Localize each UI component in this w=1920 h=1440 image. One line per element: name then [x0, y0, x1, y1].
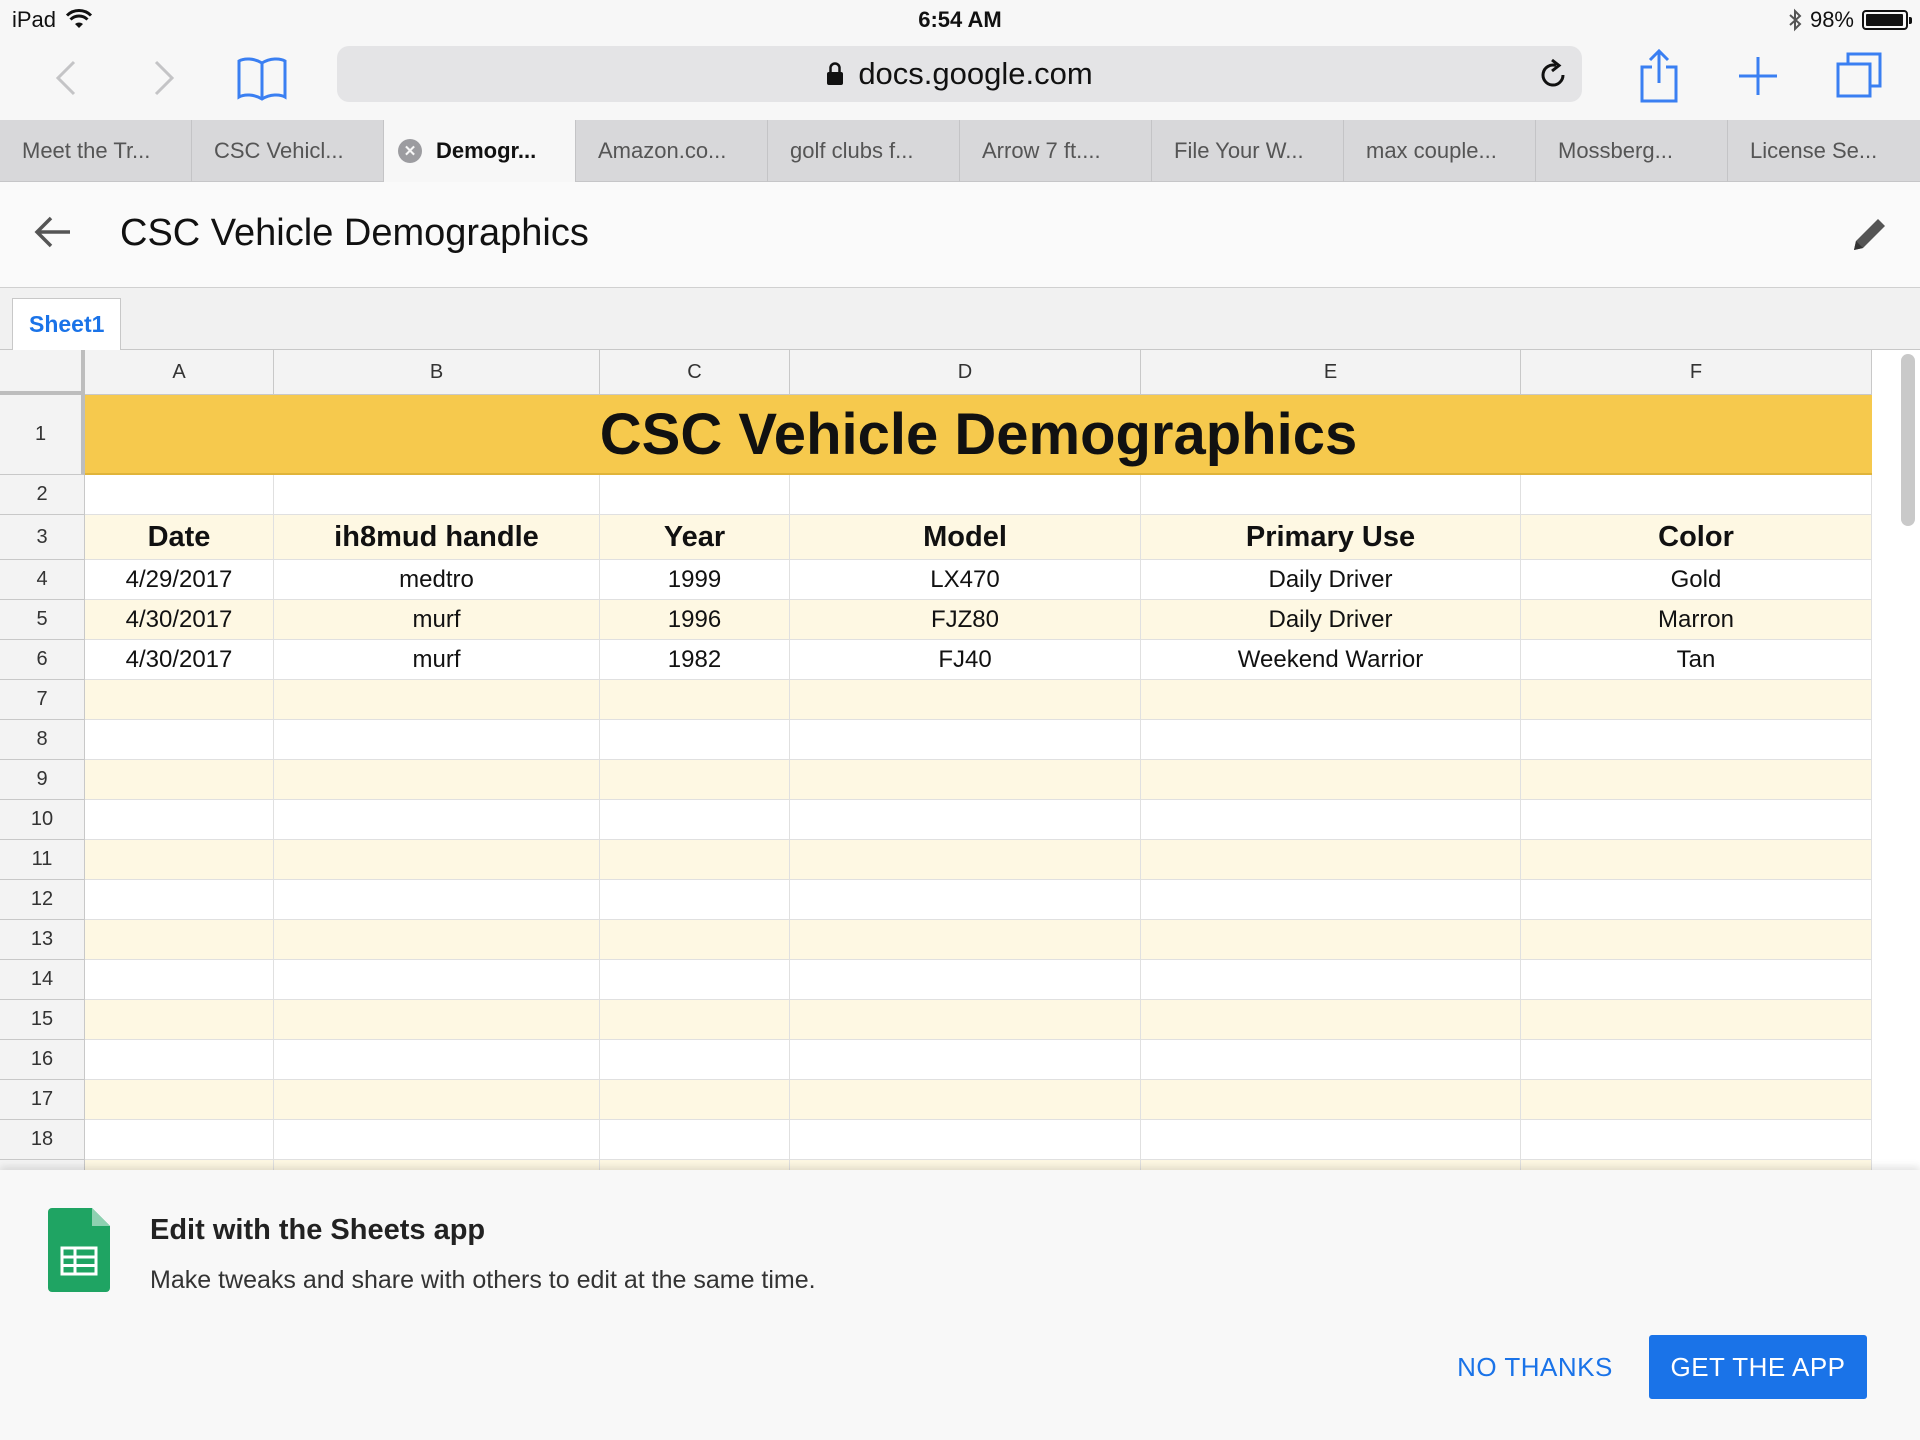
empty-cell[interactable] [1141, 840, 1521, 880]
empty-cell[interactable] [600, 1040, 790, 1080]
browser-tab[interactable] [0, 120, 192, 182]
battery-percent: 98% [1809, 7, 1854, 32]
data-cell[interactable]: FJ40 [790, 640, 1141, 680]
back-arrow-icon[interactable] [48, 54, 84, 102]
empty-cell[interactable] [1141, 1000, 1521, 1040]
browser-tab-active[interactable] [384, 120, 576, 182]
banner-text: Make tweaks and share with others to edit at the same time. [150, 1266, 816, 1294]
data-cell[interactable]: 4/29/2017 [85, 560, 274, 600]
select-all-corner[interactable] [0, 350, 85, 395]
empty-cell[interactable] [1141, 800, 1521, 840]
tab-label: License Se... [1750, 138, 1878, 163]
back-arrow-icon[interactable] [34, 214, 72, 255]
empty-cell[interactable] [790, 840, 1141, 880]
header-cell[interactable]: Date [85, 515, 274, 560]
empty-cell[interactable] [85, 840, 274, 880]
device-label: iPad [12, 7, 57, 32]
browser-tab[interactable] [576, 120, 768, 182]
empty-cell[interactable] [274, 840, 600, 880]
empty-cell[interactable] [85, 920, 274, 960]
row-header[interactable]: 11 [0, 840, 85, 880]
empty-cell[interactable] [1521, 1040, 1872, 1080]
share-icon[interactable] [1634, 46, 1684, 106]
empty-cell[interactable] [790, 880, 1141, 920]
url-text: docs.google.com [858, 56, 1093, 91]
empty-cell[interactable] [274, 760, 600, 800]
doc-title: CSC Vehicle Demographics [120, 212, 589, 254]
empty-cell[interactable] [1141, 680, 1521, 720]
empty-cell[interactable] [790, 475, 1141, 515]
empty-cell[interactable] [600, 475, 790, 515]
row-header[interactable]: 2 [0, 475, 85, 515]
empty-cell[interactable] [790, 800, 1141, 840]
empty-cell[interactable] [1521, 1120, 1872, 1160]
app-promo-banner [0, 1170, 1920, 1440]
row-header[interactable]: 4 [0, 560, 85, 600]
browser-tabs [0, 120, 1920, 182]
empty-cell[interactable] [790, 720, 1141, 760]
empty-cell[interactable] [1141, 475, 1521, 515]
empty-cell[interactable] [600, 920, 790, 960]
empty-cell[interactable] [85, 880, 274, 920]
bluetooth-icon [1788, 9, 1802, 31]
empty-cell[interactable] [85, 1080, 274, 1120]
empty-cell[interactable] [274, 1000, 600, 1040]
data-cell[interactable]: Tan [1521, 640, 1872, 680]
row-header[interactable]: 8 [0, 720, 85, 760]
empty-cell[interactable] [1521, 720, 1872, 760]
reload-icon[interactable] [1538, 58, 1568, 98]
empty-cell[interactable] [85, 475, 274, 515]
empty-cell[interactable] [85, 1040, 274, 1080]
data-cell[interactable]: murf [274, 600, 600, 640]
empty-cell[interactable] [600, 1000, 790, 1040]
data-cell[interactable]: Weekend Warrior [1141, 640, 1521, 680]
data-cell[interactable]: 4/30/2017 [85, 640, 274, 680]
sheet-tab[interactable]: Sheet1 [12, 298, 121, 350]
data-cell[interactable]: FJZ80 [790, 600, 1141, 640]
tab-label: CSC Vehicl... [214, 138, 344, 163]
empty-cell[interactable] [790, 1000, 1141, 1040]
bookmarks-icon[interactable] [234, 50, 290, 106]
empty-cell[interactable] [1141, 920, 1521, 960]
empty-cell[interactable] [1521, 840, 1872, 880]
tab-label: Amazon.co... [598, 138, 727, 163]
sheet-tab-strip [0, 288, 1920, 350]
empty-cell[interactable] [274, 800, 600, 840]
row-header[interactable]: 13 [0, 920, 85, 960]
column-header[interactable]: E [1141, 350, 1521, 395]
empty-cell[interactable] [85, 720, 274, 760]
empty-cell[interactable] [1521, 800, 1872, 840]
empty-cell[interactable] [274, 1080, 600, 1120]
empty-cell[interactable] [1521, 1080, 1872, 1120]
empty-cell[interactable] [1141, 1120, 1521, 1160]
browser-tab[interactable] [1536, 120, 1728, 182]
empty-cell[interactable] [274, 680, 600, 720]
empty-cell[interactable] [600, 1120, 790, 1160]
tabs-icon[interactable] [1832, 48, 1886, 102]
empty-cell[interactable] [1141, 760, 1521, 800]
row-header[interactable]: 7 [0, 680, 85, 720]
empty-cell[interactable] [274, 920, 600, 960]
empty-cell[interactable] [85, 960, 274, 1000]
header-cell[interactable]: Year [600, 515, 790, 560]
banner-title: Edit with the Sheets app [150, 1214, 486, 1246]
forward-arrow-icon[interactable] [146, 54, 182, 102]
vertical-scrollbar[interactable] [1901, 354, 1915, 526]
empty-cell[interactable] [1521, 880, 1872, 920]
empty-cell[interactable] [600, 680, 790, 720]
get-the-app-button[interactable]: GET THE APP [1649, 1335, 1867, 1399]
status-time: 6:54 AM [918, 7, 1002, 32]
row-header[interactable]: 6 [0, 640, 85, 680]
tab-label: golf clubs f... [790, 138, 914, 163]
browser-tab[interactable] [192, 120, 384, 182]
data-cell[interactable]: Daily Driver [1141, 560, 1521, 600]
lock-icon [826, 62, 844, 86]
browser-tab[interactable] [1728, 120, 1920, 182]
empty-cell[interactable] [1521, 475, 1872, 515]
sheet-title-cell[interactable]: CSC Vehicle Demographics [85, 395, 1872, 475]
empty-cell[interactable] [274, 475, 600, 515]
empty-cell[interactable] [274, 880, 600, 920]
column-header[interactable]: A [85, 350, 274, 395]
empty-cell[interactable] [1141, 880, 1521, 920]
empty-cell[interactable] [274, 1120, 600, 1160]
empty-cell[interactable] [600, 880, 790, 920]
tab-label: Mossberg... [1558, 138, 1673, 163]
empty-cell[interactable] [600, 840, 790, 880]
empty-cell[interactable] [790, 760, 1141, 800]
tab-label: max couple... [1366, 138, 1497, 163]
browser-tab[interactable] [1152, 120, 1344, 182]
empty-cell[interactable] [600, 760, 790, 800]
tab-label: File Your W... [1174, 138, 1304, 163]
empty-cell[interactable] [85, 760, 274, 800]
empty-cell[interactable] [600, 800, 790, 840]
sheets-app-icon [48, 1208, 110, 1297]
empty-cell[interactable] [85, 680, 274, 720]
data-cell[interactable]: Gold [1521, 560, 1872, 600]
browser-tab[interactable] [960, 120, 1152, 182]
column-header[interactable]: F [1521, 350, 1872, 395]
data-cell[interactable]: Daily Driver [1141, 600, 1521, 640]
empty-cell[interactable] [790, 680, 1141, 720]
row-header[interactable]: 15 [0, 1000, 85, 1040]
empty-cell[interactable] [1141, 720, 1521, 760]
doc-header [0, 182, 1920, 288]
row-header[interactable]: 5 [0, 600, 85, 640]
empty-cell[interactable] [274, 1040, 600, 1080]
close-tab-icon[interactable]: ✕ [398, 139, 422, 163]
empty-cell[interactable] [274, 960, 600, 1000]
row-header[interactable]: 9 [0, 760, 85, 800]
empty-cell[interactable] [1141, 1040, 1521, 1080]
empty-cell[interactable] [1521, 1000, 1872, 1040]
empty-cell[interactable] [600, 720, 790, 760]
row-header[interactable]: 12 [0, 880, 85, 920]
row-header[interactable]: 18 [0, 1120, 85, 1160]
spreadsheet-grid [0, 350, 1872, 1170]
header-cell[interactable]: Color [1521, 515, 1872, 560]
empty-cell[interactable] [1141, 960, 1521, 1000]
browser-tab[interactable] [768, 120, 960, 182]
empty-cell[interactable] [1141, 1080, 1521, 1120]
empty-cell[interactable] [1521, 920, 1872, 960]
header-cell[interactable]: ih8mud handle [274, 515, 600, 560]
empty-cell[interactable] [790, 1080, 1141, 1120]
empty-cell[interactable] [85, 1000, 274, 1040]
status-bar [0, 0, 1920, 38]
browser-tab[interactable] [1344, 120, 1536, 182]
row-header[interactable]: 1 [0, 395, 85, 475]
battery-fill [1866, 14, 1903, 26]
tab-label: Meet the Tr... [22, 138, 151, 163]
data-cell[interactable]: 4/30/2017 [85, 600, 274, 640]
empty-cell[interactable] [1521, 760, 1872, 800]
data-cell[interactable]: murf [274, 640, 600, 680]
empty-cell[interactable] [790, 1120, 1141, 1160]
edit-pencil-icon[interactable] [1850, 214, 1890, 259]
url-bar[interactable] [337, 46, 1582, 102]
empty-cell[interactable] [1521, 960, 1872, 1000]
empty-cell[interactable] [85, 1120, 274, 1160]
no-thanks-button[interactable]: NO THANKS [1457, 1351, 1613, 1382]
data-cell[interactable]: 1999 [600, 560, 790, 600]
data-cell[interactable]: medtro [274, 560, 600, 600]
header-cell[interactable]: Primary Use [1141, 515, 1521, 560]
empty-cell[interactable] [600, 1080, 790, 1120]
row-header[interactable]: 16 [0, 1040, 85, 1080]
row-header[interactable]: 10 [0, 800, 85, 840]
new-tab-icon[interactable] [1734, 52, 1782, 100]
column-header[interactable]: D [790, 350, 1141, 395]
row-header[interactable]: 3 [0, 515, 85, 560]
data-cell[interactable]: 1996 [600, 600, 790, 640]
empty-cell[interactable] [274, 720, 600, 760]
empty-cell[interactable] [790, 1040, 1141, 1080]
tab-label: Demogr... [436, 138, 537, 163]
data-cell[interactable]: Marron [1521, 600, 1872, 640]
column-header[interactable]: C [600, 350, 790, 395]
empty-cell[interactable] [600, 960, 790, 1000]
row-header[interactable]: 14 [0, 960, 85, 1000]
row-header[interactable]: 17 [0, 1080, 85, 1120]
tab-label: Arrow 7 ft.... [982, 138, 1101, 163]
data-cell[interactable]: LX470 [790, 560, 1141, 600]
empty-cell[interactable] [790, 920, 1141, 960]
browser-toolbar [0, 38, 1920, 120]
empty-cell[interactable] [790, 960, 1141, 1000]
data-cell[interactable]: 1982 [600, 640, 790, 680]
battery-icon [1862, 10, 1908, 30]
empty-cell[interactable] [1521, 680, 1872, 720]
empty-cell[interactable] [85, 800, 274, 840]
header-cell[interactable]: Model [790, 515, 1141, 560]
column-header[interactable]: B [274, 350, 600, 395]
